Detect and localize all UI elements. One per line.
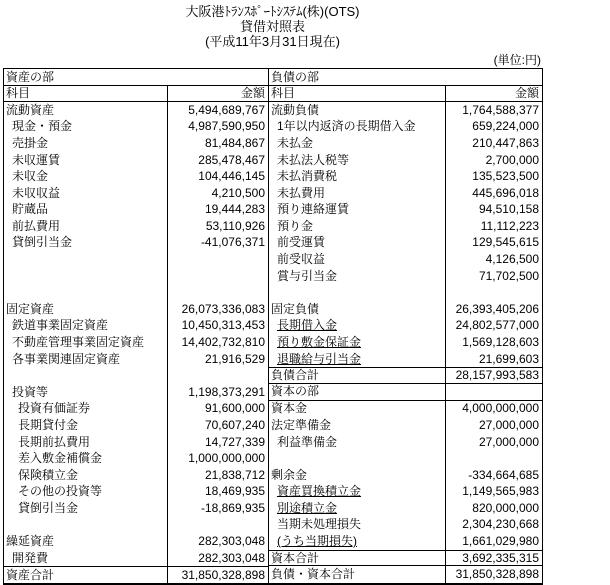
- assets-row-amount: 285,478,467: [198, 152, 265, 167]
- assets-row-amount: 14,402,732,810: [181, 334, 265, 349]
- balance-sheet-table: [3, 68, 543, 585]
- assets-row-label: 貸倒引当金: [4, 235, 168, 252]
- assets-row-amount: [168, 367, 268, 384]
- assets-row-amount: 21,916,529: [204, 351, 265, 366]
- assets-row-label: 前払費用: [4, 218, 168, 235]
- liabilities-row-label: 負債合計: [269, 367, 446, 384]
- company-name: 大阪港ﾄﾗﾝｽﾎﾟｰﾄｼｽﾃﾑ(株)(OTS): [185, 4, 360, 19]
- liabilities-row-label: 未払費用: [269, 185, 446, 202]
- assets-row-label: 未収運賃: [4, 152, 168, 169]
- liabilities-row-amount: 11,112,223: [480, 218, 539, 233]
- liabilities-row-label: 資本の部: [269, 384, 446, 401]
- assets-row-label: 貯蔵品: [4, 202, 168, 219]
- assets-row-amount: 4,987,590,950: [188, 119, 265, 134]
- assets-row-amount: 104,446,145: [198, 169, 265, 184]
- liabilities-row-amount: 1,764,588,377: [462, 102, 539, 117]
- liabilities-row-amount: 4,126,500: [485, 252, 539, 267]
- assets-row-amount: 19,444,283: [204, 202, 265, 217]
- liabilities-row-amount: 31,850,328,898: [455, 567, 539, 582]
- liabilities-row-label: 長期借入金: [269, 318, 446, 335]
- assets-amount-column-header: 金額: [168, 86, 268, 102]
- liabilities-row-label: [269, 284, 446, 301]
- title-block: [2, 4, 543, 49]
- assets-row-amount: 10,450,313,453: [181, 318, 265, 333]
- liabilities-row-amount: 210,447,863: [472, 135, 539, 150]
- assets-row-label: [4, 517, 168, 534]
- liabilities-row-amount: 659,224,000: [472, 119, 539, 134]
- assets-row-amount: 81,484,867: [204, 135, 265, 150]
- liabilities-item-column-header: 科目: [269, 86, 446, 102]
- assets-row-amount: 91,600,000: [204, 401, 265, 416]
- liabilities-row-label: 1年以内返済の長期借入金: [269, 119, 446, 136]
- liabilities-row-amount: [446, 450, 542, 467]
- assets-row-label: 繰延資産: [4, 533, 168, 550]
- assets-row-label: 未収金: [4, 168, 168, 185]
- liabilities-panel: [269, 69, 542, 583]
- assets-row-amount: 53,110,926: [205, 218, 265, 233]
- assets-row-label: 鉄道事業固定資産: [4, 318, 168, 335]
- assets-row-amount: 70,607,240: [204, 417, 265, 432]
- liabilities-row-label: 資本合計: [269, 550, 446, 567]
- liabilities-row-label: 利益準備金: [269, 434, 446, 451]
- liabilities-row-label: 前受収益: [269, 251, 446, 268]
- liabilities-row-amount: 2,304,230,668: [462, 517, 539, 532]
- liabilities-row-label: 当期未処理損失: [269, 517, 446, 534]
- assets-row-amount: 4,210,500: [211, 185, 265, 200]
- assets-row-label: 流動資産: [4, 102, 168, 119]
- assets-row-amount: 1,198,373,291: [188, 384, 265, 399]
- assets-row-label: 投資等: [4, 384, 168, 401]
- assets-row-amount: -41,076,371: [200, 235, 265, 250]
- assets-row-amount: [168, 517, 268, 534]
- liabilities-row-label: 剰余金: [269, 467, 446, 484]
- assets-row-label: 投資有価証券: [4, 401, 168, 418]
- assets-row-label: 未収収益: [4, 185, 168, 202]
- liabilities-row-amount: 27,000,000: [478, 434, 539, 449]
- assets-row-amount: 5,494,689,767: [188, 102, 265, 117]
- liabilities-row-amount: 1,661,029,980: [462, 534, 539, 549]
- liabilities-section-header: 負債の部: [269, 69, 542, 86]
- assets-section-header: 資産の部: [4, 69, 268, 86]
- liabilities-row-label: 賞与引当金: [269, 268, 446, 285]
- assets-row-label: 売掛金: [4, 135, 168, 152]
- liabilities-row-amount: 129,545,615: [472, 235, 539, 250]
- liabilities-row-amount: 1,569,128,603: [462, 334, 539, 349]
- liabilities-row-label: [269, 450, 446, 467]
- assets-panel: [4, 69, 269, 583]
- assets-row-amount: [168, 268, 268, 285]
- liabilities-row-label: 未払法人税等: [269, 152, 446, 169]
- liabilities-amount-column-header: 金額: [446, 86, 542, 102]
- liabilities-row-label: 退職給与引当金: [269, 351, 446, 368]
- liabilities-row-label: 未払金: [269, 135, 446, 152]
- liabilities-row-label: 法定準備金: [269, 417, 446, 434]
- liabilities-row-amount: 21,699,603: [478, 351, 539, 366]
- liabilities-row-amount: [446, 384, 542, 401]
- liabilities-row-amount: 135,523,500: [472, 169, 539, 184]
- liabilities-row-label: 別途積立金: [269, 500, 446, 517]
- liabilities-row-amount: 24,802,577,000: [455, 318, 539, 333]
- assets-row-amount: 26,073,336,083: [181, 301, 265, 316]
- liabilities-row-amount: 4,000,000,000: [462, 401, 539, 416]
- liabilities-row-label: 資本金: [269, 401, 446, 418]
- assets-row-label: [4, 268, 168, 285]
- liabilities-row-label: 未払消費税: [269, 168, 446, 185]
- liabilities-row-amount: 820,000,000: [472, 500, 539, 515]
- assets-row-label: 固定資産: [4, 301, 168, 318]
- assets-row-amount: 282,303,048: [198, 534, 265, 549]
- assets-row-label: 長期貸付金: [4, 417, 168, 434]
- assets-row-amount: -18,869,935: [200, 500, 265, 515]
- assets-row-amount: [168, 284, 268, 301]
- liabilities-row-amount: 28,157,993,583: [446, 367, 542, 384]
- assets-row-label: [4, 251, 168, 268]
- liabilities-row-amount: 94,510,158: [478, 202, 539, 217]
- assets-row-amount: 282,303,048: [198, 550, 265, 565]
- assets-row-label: 保険積立金: [4, 467, 168, 484]
- unit-label: (単位:円): [493, 53, 541, 67]
- assets-row-label: 不動産管理事業固定資産: [4, 334, 168, 351]
- liabilities-row-amount: 445,696,018: [472, 185, 539, 200]
- liabilities-row-amount: 3,692,335,315: [446, 550, 542, 567]
- document-title: 貸借対照表: [239, 19, 305, 34]
- liabilities-row-label: 負債・資本合計: [269, 566, 446, 583]
- liabilities-row-label: 預り連絡運賃: [269, 202, 446, 219]
- assets-row-amount: [168, 251, 268, 268]
- liabilities-row-label: 資産買換積立金: [269, 483, 446, 500]
- assets-row-label: 貸倒引当金: [4, 500, 168, 517]
- assets-row-amount: 31,850,328,898: [168, 566, 268, 583]
- liabilities-row-amount: 26,393,405,206: [455, 301, 539, 316]
- liabilities-row-amount: 2,700,000: [485, 152, 539, 167]
- assets-row-label: 資産合計: [4, 566, 168, 583]
- report-date: (平成11年3月31日現在): [205, 34, 340, 49]
- assets-row-amount: 14,727,339: [204, 434, 265, 449]
- liabilities-row-label: 流動負債: [269, 102, 446, 119]
- assets-row-label: 長期前払費用: [4, 434, 168, 451]
- assets-row-label: 各事業関連固定資産: [4, 351, 168, 368]
- assets-row-label: 現金・預金: [4, 119, 168, 136]
- liabilities-row-label: 預り敷金保証金: [269, 334, 446, 351]
- assets-row-label: 差入敷金補償金: [4, 450, 168, 467]
- assets-row-amount: 18,469,935: [204, 484, 265, 499]
- assets-row-label: 開発費: [4, 550, 168, 567]
- liabilities-row-amount: [446, 284, 542, 301]
- assets-row-amount: 1,000,000,000: [188, 451, 265, 466]
- liabilities-row-label: 前受運賃: [269, 235, 446, 252]
- assets-item-column-header: 科目: [4, 86, 168, 102]
- assets-row-label: [4, 367, 168, 384]
- liabilities-row-amount: 27,000,000: [478, 417, 539, 432]
- liabilities-row-amount: 71,702,500: [478, 268, 539, 283]
- assets-row-amount: 21,838,712: [204, 467, 265, 482]
- liabilities-row-amount: -334,664,685: [468, 467, 539, 482]
- assets-row-label: [4, 284, 168, 301]
- liabilities-row-label: (うち当期損失): [269, 533, 446, 550]
- assets-row-label: その他の投資等: [4, 483, 168, 500]
- liabilities-row-label: 固定負債: [269, 301, 446, 318]
- liabilities-row-amount: 1,149,565,983: [462, 484, 539, 499]
- liabilities-row-label: 預り金: [269, 218, 446, 235]
